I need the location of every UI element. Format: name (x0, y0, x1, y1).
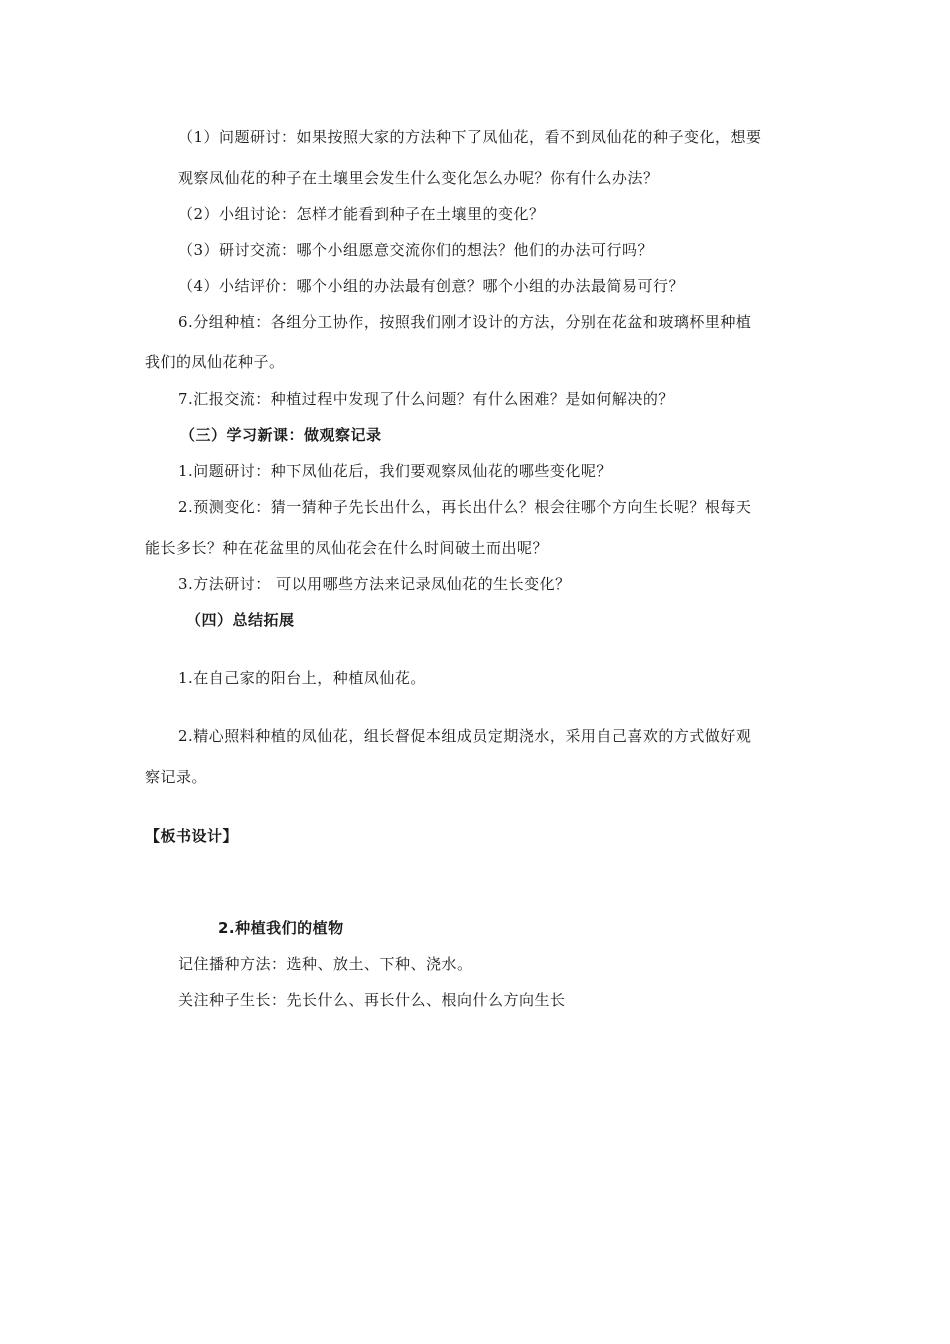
section-3-item-1: 1.问题研讨：种下凤仙花后，我们要观察凤仙花的哪些变化呢？ (178, 462, 612, 480)
question-4: （4）小结评价：哪个小组的办法最有创意？哪个小组的办法最简易可行？ (178, 277, 685, 295)
section-4-item-1: 1.在自己家的阳台上，种植凤仙花。 (178, 669, 426, 687)
section-4-item-2-line-2: 察记录。 (145, 768, 208, 786)
board-line-1: 记住播种方法：选种、放土、下种、浇水。 (178, 955, 473, 973)
step-6-line-1: 6.分组种植：各组分工协作，按照我们刚才设计的方法，分别在花盆和玻璃杯里种植 (178, 313, 752, 331)
board-title: 2.种植我们的植物 (218, 919, 344, 937)
section-3-item-3: 3.方法研讨： 可以用哪些方法来记录凤仙花的生长变化？ (178, 575, 571, 593)
section-4-heading: （四）总结拓展 (186, 611, 295, 629)
question-1-line-1: （1）问题研讨：如果按照大家的方法种下了凤仙花，看不到凤仙花的种子变化，想要 (178, 128, 762, 146)
board-line-2: 关注种子生长：先长什么、再长什么、根向什么方向生长 (178, 991, 566, 1009)
question-1-line-2: 观察凤仙花的种子在土壤里会发生什么变化怎么办呢？你有什么办法？ (178, 169, 659, 187)
board-design-heading: 【板书设计】 (145, 827, 239, 845)
section-4-item-2-line-1: 2.精心照料种植的凤仙花，组长督促本组成员定期浇水，采用自己喜欢的方式做好观 (178, 727, 752, 745)
question-3: （3）研讨交流：哪个小组愿意交流你们的想法？他们的办法可行吗？ (178, 241, 654, 259)
question-2: （2）小组讨论：怎样才能看到种子在土壤里的变化？ (178, 205, 545, 223)
section-3-item-2-line-2: 能长多长？种在花盆里的凤仙花会在什么时间破土而出呢？ (145, 539, 549, 557)
step-6-line-2: 我们的凤仙花种子。 (145, 353, 285, 371)
section-3-heading: （三）学习新课：做观察记录 (180, 426, 382, 444)
section-3-item-2-line-1: 2.预测变化：猜一猜种子先长出什么，再长出什么？根会往哪个方向生长呢？根每天 (178, 498, 752, 516)
step-7: 7.汇报交流：种植过程中发现了什么问题？有什么困难？是如何解决的？ (178, 390, 674, 408)
